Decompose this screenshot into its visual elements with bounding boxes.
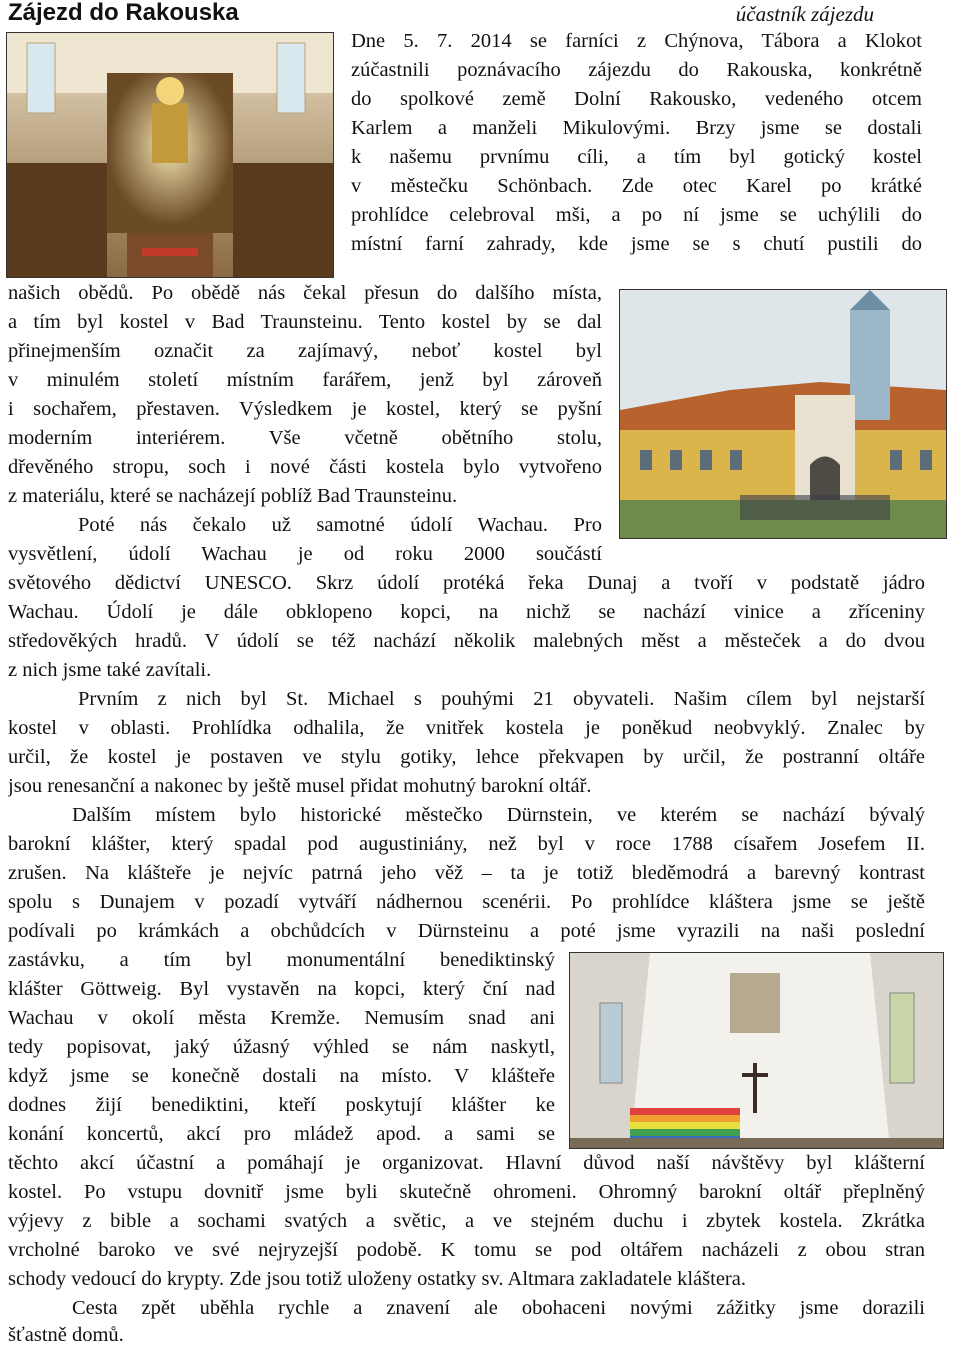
text-line: konání koncertů, akcí pro mládež apod. a sami se — [8, 1123, 555, 1145]
text-line: a tím byl kostel v Bad Traunsteinu. Tento kostel by se dal — [8, 311, 602, 333]
text-line: i sochařem, přestaven. Výsledkem je kostel, který se pyšní — [8, 398, 602, 420]
text-line: v minulém století místním farářem, jenž byl zároveň — [8, 369, 602, 391]
abbey-facade-image — [620, 290, 946, 538]
text-line: Wachau. Údolí je dále obklopeno kopci, na nichž se nachází vinice a zříceniny — [8, 601, 925, 623]
text-line: klášter Göttweig. Byl vystavěn na kopci, který ční nad — [8, 978, 555, 1000]
text-line: k našemu prvnímu cíli, a tím byl gotický kostel — [351, 146, 922, 168]
text-line: Wachau v okolí města Kremže. Nemusím snad ani — [8, 1007, 555, 1029]
church-interior-photo — [6, 32, 334, 278]
text-line: z materiálu, které se nacházejí poblíž Bad Traunsteinu. — [8, 485, 458, 507]
text-line: jsou renesanční a nakonec by ještě musel přidat mohutný barokní oltář. — [8, 775, 592, 797]
text-line: podívali po krámkách a obchůdcích v Dürnsteinu a poté jsme vyrazili na naši poslední — [8, 920, 925, 942]
text-line: Prvním z nich byl St. Michael s pouhými 21 obyvateli. Našim cílem byl nejstarší — [78, 688, 925, 710]
article-title: Zájezd do Rakouska — [8, 0, 239, 26]
text-line: Karlem a manželi Mikulovými. Brzy jsme se dostali — [351, 117, 922, 139]
text-line: moderním interiérem. Vše včetně obětního stolu, — [8, 427, 602, 449]
text-line: do spolkové země Dolní Rakousko, vedeného otcem — [351, 88, 922, 110]
text-line: zastávku, a tím byl monumentální benediktinský — [8, 949, 555, 971]
text-line: v městečku Schönbach. Zde otec Karel po krátké — [351, 175, 922, 197]
text-line: z nich jsme také zavítali. — [8, 659, 212, 681]
text-line: Cesta zpět uběhla rychle a znavení ale obohaceni novými zážitky jsme dorazili — [72, 1297, 925, 1319]
abbey-facade-photo — [619, 289, 947, 539]
text-line: dřevěného stropu, soch i nové části kostela bylo vytvořeno — [8, 456, 602, 478]
text-line: výjevy z bible a sochami svatých a světic, a ve stejném duchu i zbytek kostela. Zkrátka — [8, 1210, 925, 1232]
text-line: přinejmenším označit za zajímavý, neboť kostel byl — [8, 340, 602, 362]
text-line: schody vedoucí do krypty. Zde jsou totiž uloženy ostatky sv. Altmara zakladatele kláštera. — [8, 1268, 746, 1290]
modern-church-interior-image — [570, 953, 943, 1148]
text-line: prohlídce celebroval mši, a po ní jsme se uchýlili do — [351, 204, 922, 226]
text-line: zúčastnili poznávacího zájezdu do Rakouska, konkrétně — [351, 59, 922, 81]
church-interior-image — [7, 33, 333, 277]
text-line: vrcholné baroko ve své nejryzejší podobě. K tomu se pod oltářem nacházeli z obou stran — [8, 1239, 925, 1261]
text-line: když jsme se konečně dostali na místo. V klášteře — [8, 1065, 555, 1087]
text-line: tedy popisovat, jaký úžasný výhled se nám naskytl, — [8, 1036, 555, 1058]
text-line: těchto akcí účastní a pomáhají je organizovat. Hlavní důvod naší návštěvy byl klášterní — [8, 1152, 925, 1174]
text-line: Poté nás čekalo už samotné údolí Wachau. Pro — [78, 514, 602, 536]
text-line: šťastně domů. — [8, 1324, 124, 1346]
text-line: spolu s Dunajem v pozadí vytváří nádhernou scenérii. Po prohlídce kláštera jsme se ještě — [8, 891, 925, 913]
text-line: Dne 5. 7. 2014 se farníci z Chýnova, Tábora a Klokot — [351, 30, 922, 52]
modern-church-interior-photo — [569, 952, 944, 1149]
text-line: zrušen. Na klášteře je nejvíc patrná jeho věž – ta je totiž bleděmodrá a barevný kontrast — [8, 862, 925, 884]
text-line: kostel. Po vstupu dovnitř jsme byli skutečně ohromeni. Ohromný barokní oltář přeplněný — [8, 1181, 925, 1203]
text-line: Dalším místem bylo historické městečko Dürnstein, ve kterém se nachází bývalý — [72, 804, 925, 826]
text-line: dodnes žijí benediktini, kteří poskytují klášter ke — [8, 1094, 555, 1116]
text-line: kostel v oblasti. Prohlídka odhalila, že vnitřek kostela je poněkud neobvyklý. Znalec by — [8, 717, 925, 739]
text-line: vysvětlení, údolí Wachau je od roku 2000 součástí — [8, 543, 602, 565]
text-line: určil, že kostel je postaven ve stylu gotiky, lehce překvapen by určil, že postranní oltáře — [8, 746, 925, 768]
text-line: barokní klášter, který spadal pod augustiniány, než byl v roce 1788 císařem Josefem II. — [8, 833, 925, 855]
text-line: světového dědictví UNESCO. Skrz údolí protéká řeka Dunaj a tvoří v podstatě jádro — [8, 572, 925, 594]
author-byline: účastník zájezdu — [735, 2, 874, 26]
text-line: našich obědů. Po obědě nás čekal přesun do dalšího místa, — [8, 282, 602, 304]
text-line: místní farní zahrady, kde jsme se s chutí pustili do — [351, 233, 922, 255]
text-line: středověkých hradů. V údolí se též nachází několik malebných měst a městeček a do dvou — [8, 630, 925, 652]
